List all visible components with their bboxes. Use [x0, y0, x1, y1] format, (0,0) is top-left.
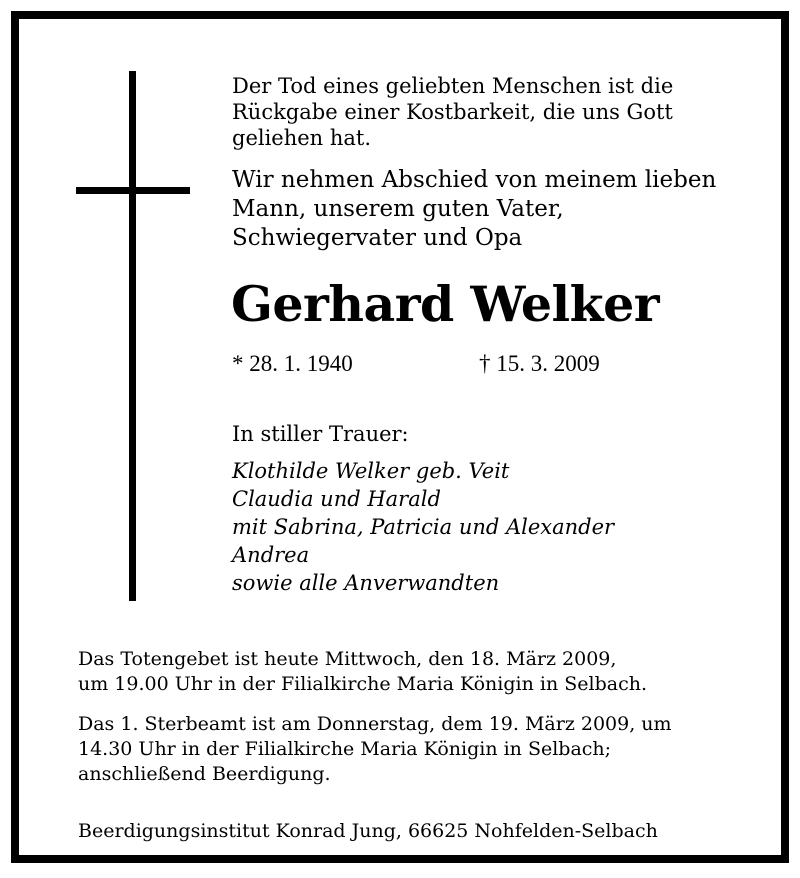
mourner-line: Claudia und Harald: [232, 487, 441, 511]
requiem-announcement: [78, 712, 672, 787]
quote-line: Rückgabe einer Kostbarkeit, die uns Gott: [232, 100, 673, 124]
quote-line: Der Tod eines geliebten Menschen ist die: [232, 74, 674, 98]
requiem-line: Das 1. Sterbeamt ist am Donnerstag, dem 19. März 2009, um: [78, 713, 672, 735]
cross-icon: [129, 71, 136, 601]
memorial-quote: [232, 73, 673, 151]
prayer-announcement: [78, 647, 647, 697]
requiem-line: 14.30 Uhr in der Filialkirche Maria Königin in Selbach;: [78, 738, 612, 760]
mourning-label: In stiller Trauer:: [232, 422, 409, 446]
deceased-name: Gerhard Welker: [231, 275, 660, 333]
funeral-home: Beerdigungsinstitut Konrad Jung, 66625 Nohfelden-Selbach: [78, 820, 658, 842]
prayer-line: um 19.00 Uhr in der Filialkirche Maria Königin in Selbach.: [78, 673, 647, 695]
cross-icon-crossbar: [76, 187, 190, 194]
farewell-line: Schwiegervater und Opa: [232, 225, 523, 251]
farewell-line: Mann, unserem guten Vater,: [232, 196, 564, 222]
obituary-frame: [11, 11, 789, 863]
mourner-line: mit Sabrina, Patricia und Alexander: [232, 515, 615, 539]
prayer-line: Das Totengebet ist heute Mittwoch, den 18. März 2009,: [78, 648, 617, 670]
requiem-line: anschließend Beerdigung.: [78, 763, 331, 785]
mourner-line: Klothilde Welker geb. Veit: [232, 459, 510, 483]
mourner-line: Andrea: [232, 543, 310, 567]
quote-line: geliehen hat.: [232, 126, 372, 150]
farewell-text: [232, 166, 716, 253]
mourners-list: [232, 457, 614, 597]
birth-date: * 28. 1. 1940: [232, 351, 353, 376]
death-date: † 15. 3. 2009: [479, 351, 600, 376]
farewell-line: Wir nehmen Abschied von meinem lieben: [232, 167, 717, 193]
mourner-line: sowie alle Anverwandten: [232, 571, 500, 595]
